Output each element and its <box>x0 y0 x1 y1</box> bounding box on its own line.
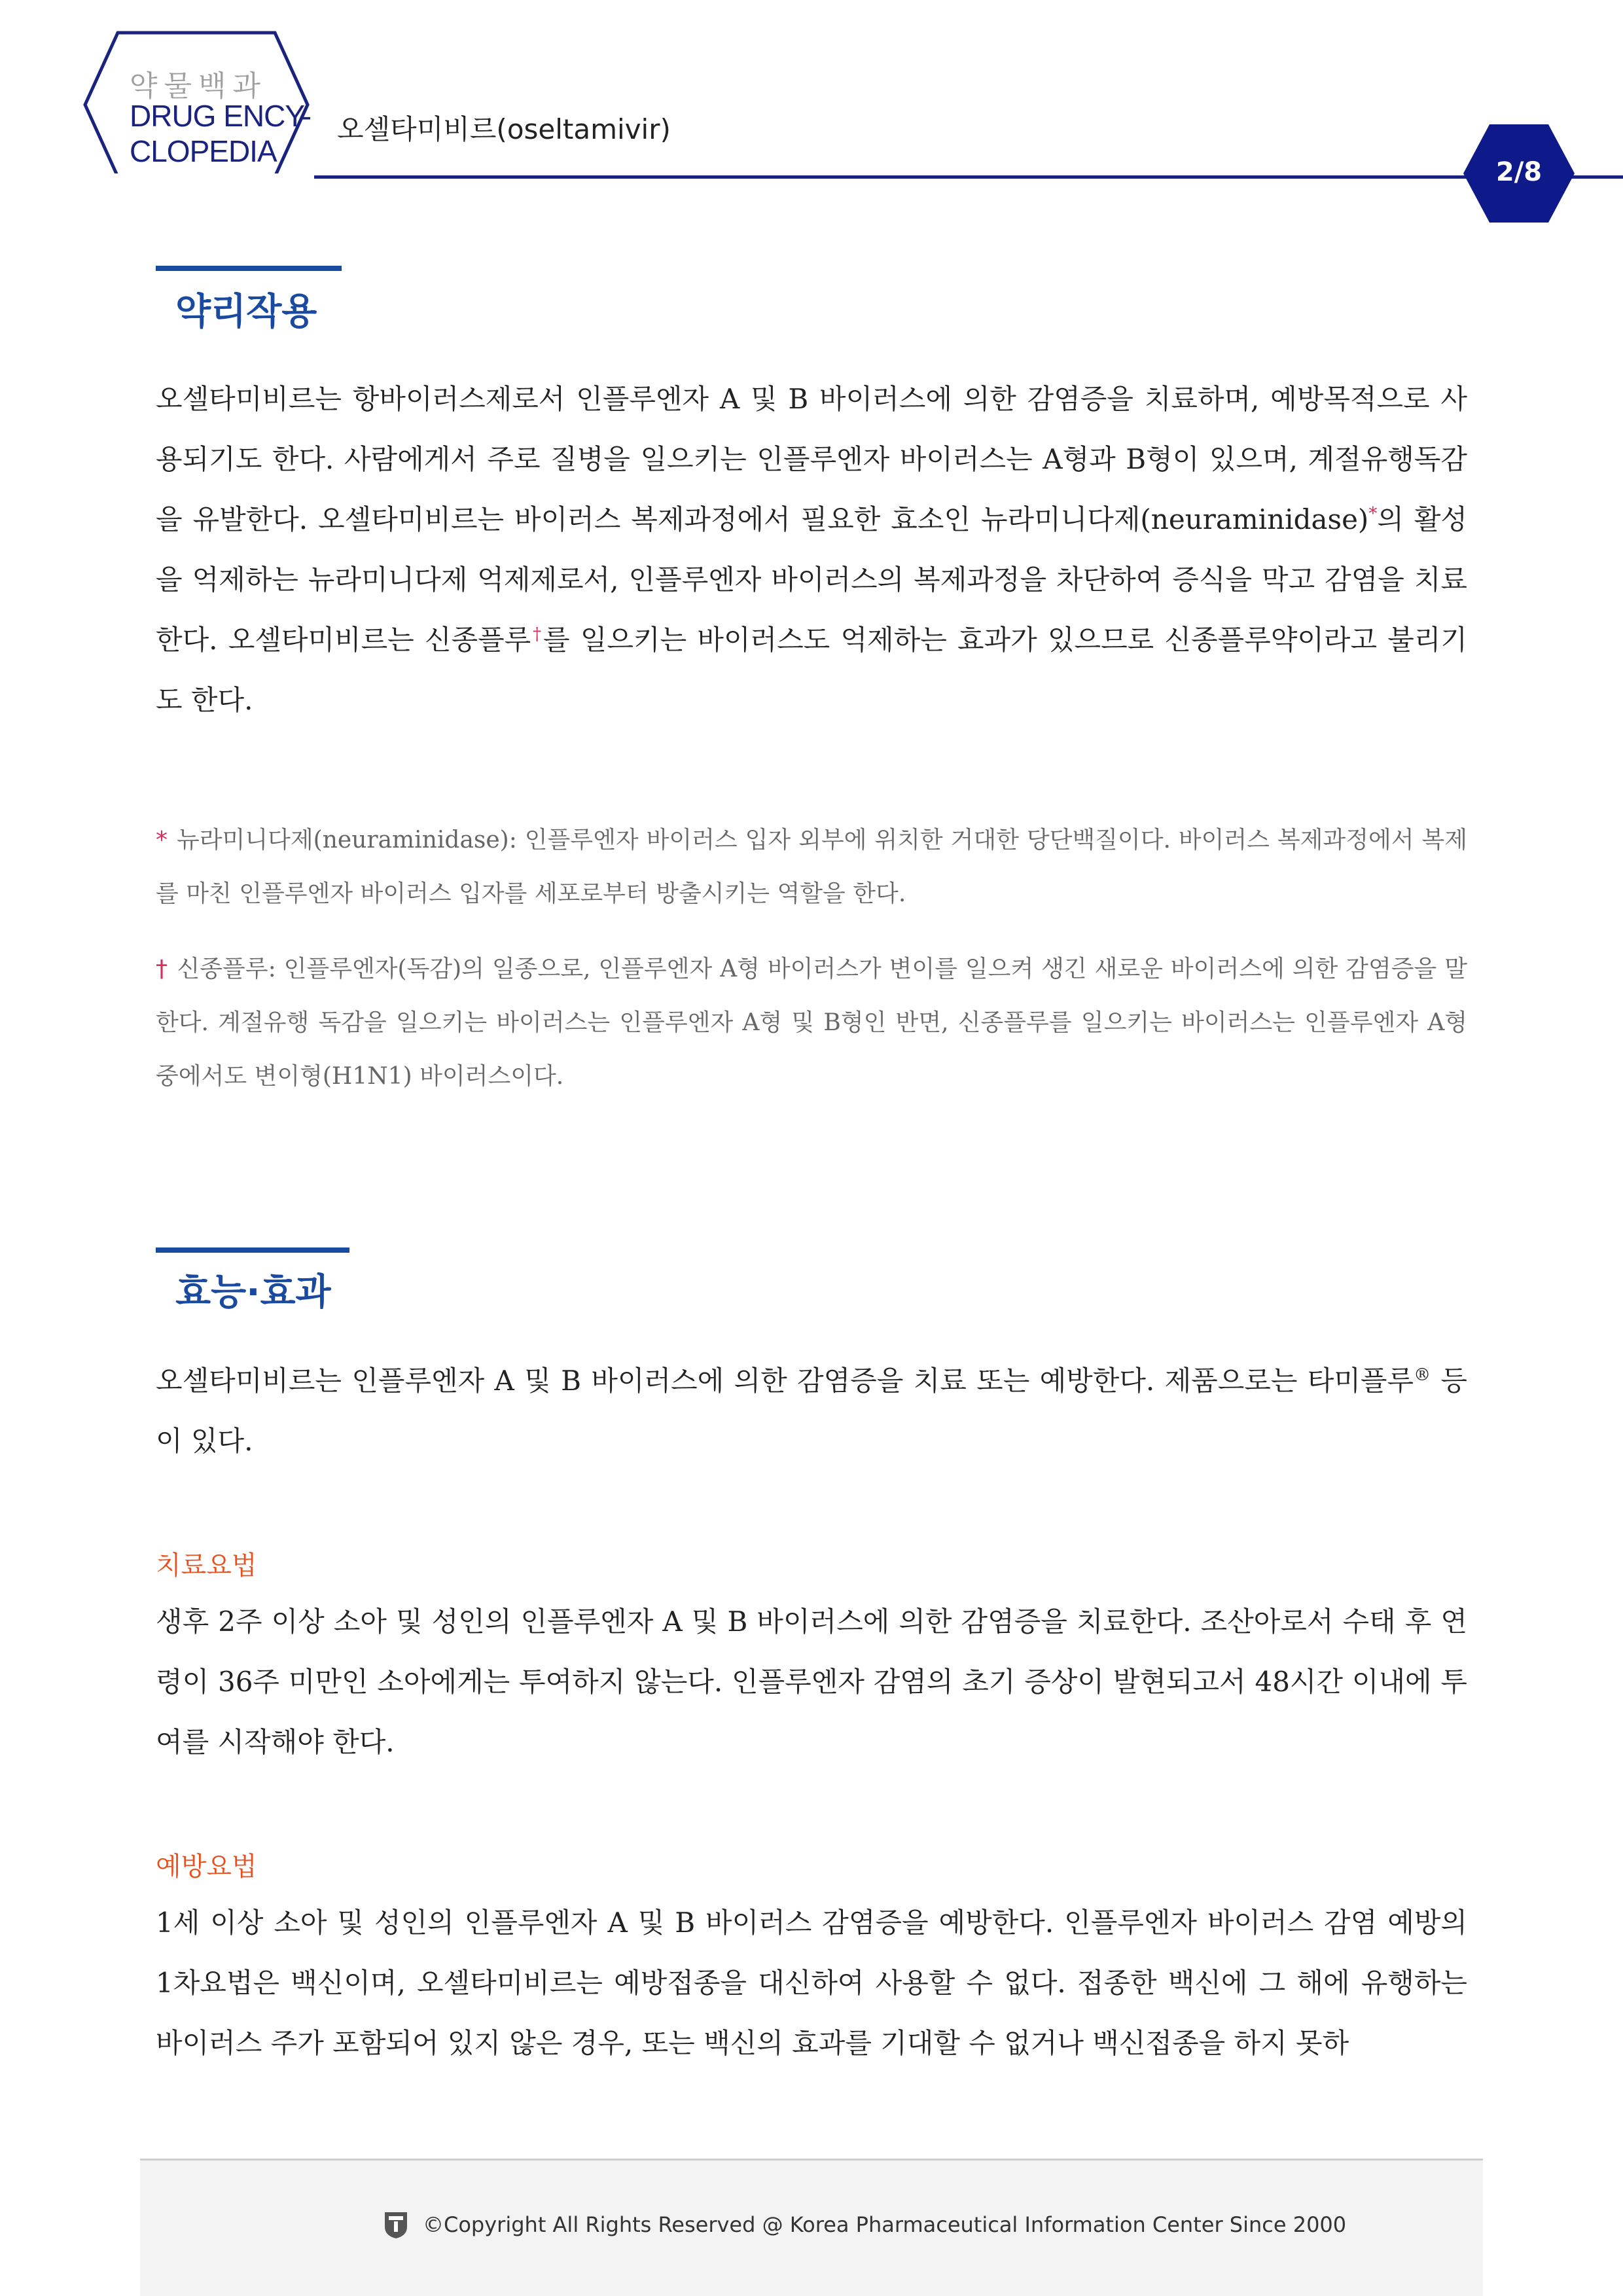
logo-english-line2: CLOPEDIA <box>130 134 277 168</box>
prevention-paragraph: 1세 이상 소아 및 성인의 인플루엔자 A 및 B 바이러스 감염증을 예방한다. 인플루엔자 바이러스 감염 예방의 1차요법은 백신이며, 오셀타미비르는 예방접종을 대신하여 사용할 수 없다. 접종한 백신에 그 해에 유행하는 바이러스 주가 포함되어 있지 않은 경우, 또는 백신의 효과를 기대할 수 없거나 백신접종을 하지 못하 <box>156 1907 1467 2059</box>
footnote-text-swine-flu: 신종플루: 인플루엔자(독감)의 일종으로, 인플루엔자 A형 바이러스가 변이를 일으켜 생긴 새로운 바이러스에 의한 감염증을 말한다. 계절유행 독감을 일으키는 바이러스는 인플루엔자 A형 및 B형인 반면, 신종플루를 일으키는 바이러스는 인플루엔자 A형 중에서도 변이형(H1N1) 바이러스이다. <box>156 956 1467 1090</box>
document-title: 오셀타미비르(oseltamivir) <box>337 113 671 145</box>
section-title-efficacy: 효능·효과 <box>175 1271 331 1314</box>
kpic-emblem-icon <box>383 2210 408 2240</box>
logo-korean-text: 약물백과 <box>130 69 268 103</box>
drug-encyclopedia-logo <box>0 0 314 180</box>
footnote-swine-flu <box>156 942 1467 1103</box>
footnote-marker-asterisk: * <box>1368 504 1378 524</box>
footnote-marker-dagger: † <box>531 624 544 644</box>
subheading-prevention: 예방요법 <box>156 1852 257 1882</box>
footnote-neuraminidase <box>156 814 1467 921</box>
treatment-paragraph: 생후 2주 이상 소아 및 성인의 인플루엔자 A 및 B 바이러스에 의한 감염증을 치료한다. 조산아로서 수태 후 연령이 36주 미만인 소아에게는 투여하지 않는다. 인플루엔자 감염의 초기 증상이 발현되고서 48시간 이내에 투여를 시작해야 한다. <box>156 1605 1467 1758</box>
copyright-text: ©Copyright All Rights Reserved @ Korea Pharmaceutical Information Center Since 2000 <box>423 2212 1347 2237</box>
efficacy-text-end: 등이 있다. <box>156 1365 1467 1457</box>
efficacy-paragraph <box>156 1351 1467 1471</box>
registered-mark: ® <box>1414 1365 1431 1385</box>
section-title-bar <box>156 1247 349 1253</box>
footnote-text-neuraminidase: 뉴라미니다제(neuraminidase): 인플루엔자 바이러스 입자 외부에 위치한 거대한 당단백질이다. 바이러스 복제과정에서 복제를 마친 인플루엔자 바이러스 입자를 세포로부터 방출시키는 역할을 한다. <box>156 827 1467 907</box>
footnote-mark-dagger: † <box>156 956 168 982</box>
pharmacology-text-2: 의 활성을 억제하는 뉴라미니다제 억제제로서, 인플루엔자 바이러스의 복제과정을 차단하여 증식을 막고 감염을 치료한다. 오셀타미비르는 신종플루 <box>156 503 1467 656</box>
footnote-mark-asterisk: * <box>156 827 168 853</box>
page-indicator: 2/8 <box>1495 157 1543 187</box>
pharmacology-paragraph <box>156 369 1467 730</box>
logo-english-line1: DRUG ENCY- <box>130 99 312 133</box>
subheading-treatment: 치료요법 <box>156 1551 257 1581</box>
section-title-bar <box>156 266 342 271</box>
efficacy-text: 오셀타미비르는 인플루엔자 A 및 B 바이러스에 의한 감염증을 치료 또는 예방한다. 제품으로는 타미플루 <box>156 1365 1414 1397</box>
section-title-pharmacology: 약리작용 <box>175 291 317 333</box>
pharmacology-text-1: 오셀타미비르는 항바이러스제로서 인플루엔자 A 및 B 바이러스에 의한 감염증을 치료하며, 예방목적으로 사용되기도 한다. 사람에게서 주로 질병을 일으키는 인플루엔자 바이러스는 A형과 B형이 있으며, 계절유행독감을 유발한다. 오셀타미비르는 바이러스 복제과정에서 필요한 효소인 뉴라미니다제(neuraminidase) <box>156 383 1467 535</box>
pharmacology-text-3: 를 일으키는 바이러스도 억제하는 효과가 있으므로 신종플루약이라고 불리기도 한다. <box>156 624 1468 716</box>
